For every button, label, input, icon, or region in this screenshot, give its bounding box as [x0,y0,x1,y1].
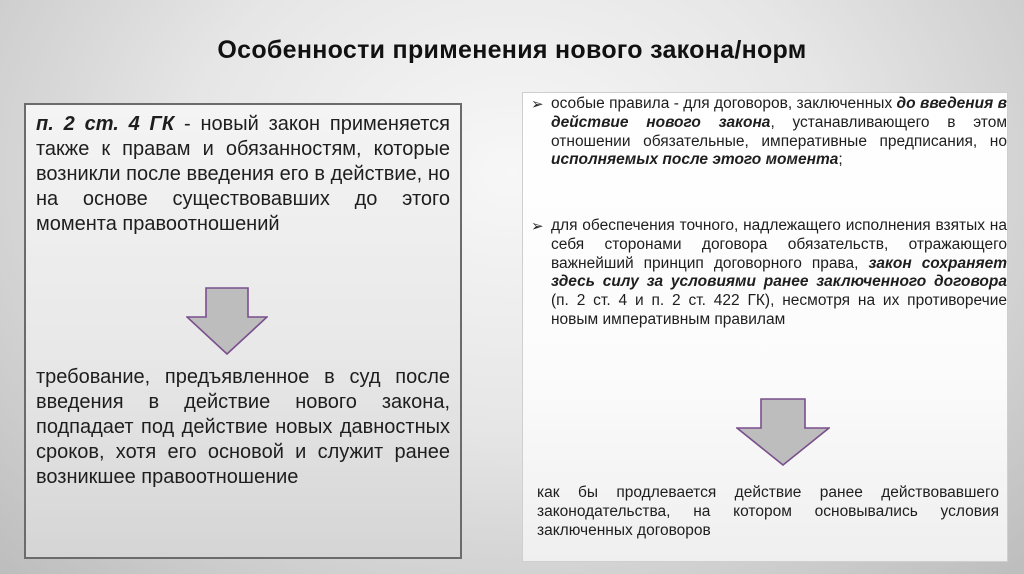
bullet-arrow-icon: ➢ [531,96,544,113]
left-top-rest: - новый закон применяется также к правам и обязанностям, которые возникли после введения его в действие, но на основе существовавших до этого момента правоотношений [36,113,450,235]
bullet-text-part: (п. 2 ст. 4 и п. 2 ст. 422 ГК), несмотря на их противоречие новым императивным правилам [551,292,1007,328]
left-panel [24,103,462,559]
right-panel [522,92,1008,562]
bullet-text-part: ; [838,151,843,169]
bullet-arrow-icon: ➢ [531,218,544,235]
bullet-text-part: особые правила - для договоров, заключенных [551,95,897,112]
right-bottom-text: как бы продлевается действие ранее действовавшего законодательства, на котором основывались условия заключенных договоров [537,484,999,539]
bullet-item-special-rules [531,95,1007,170]
bullet-emphasis: до введения в действие нового закона [551,95,1007,131]
left-top-text [36,112,450,237]
bullet-text-part: для обеспечения точного, надлежащего исполнения взятых на себя сторонами договора обязательств, отражающего важнейший принцип договорного права, [551,217,1007,272]
bullet-text [551,217,1007,330]
bullet-text-part: , устанавливающего в этом отношении обязательные, императивные предписания, но [551,113,1007,150]
bullet-emphasis: исполняемых после этого момента [551,151,839,169]
bullet-item-contract-force [531,217,1007,330]
bullet-text [551,95,1007,170]
down-arrow-icon [186,287,268,355]
article-reference: п. 2 ст. 4 ГК [36,113,175,135]
down-arrow-icon [736,398,830,466]
slide-title: Особенности применения нового закона/норм [217,36,807,64]
left-bottom-text: требование, предъявленное в суд после введения в действие нового закона, подпадает под действие новых давностных сроков, хотя его основой и служит ранее возникшее правоотношение [36,366,450,488]
bullet-emphasis: закон сохраняет здесь силу за условиями ранее заключенного договора [551,254,1007,291]
